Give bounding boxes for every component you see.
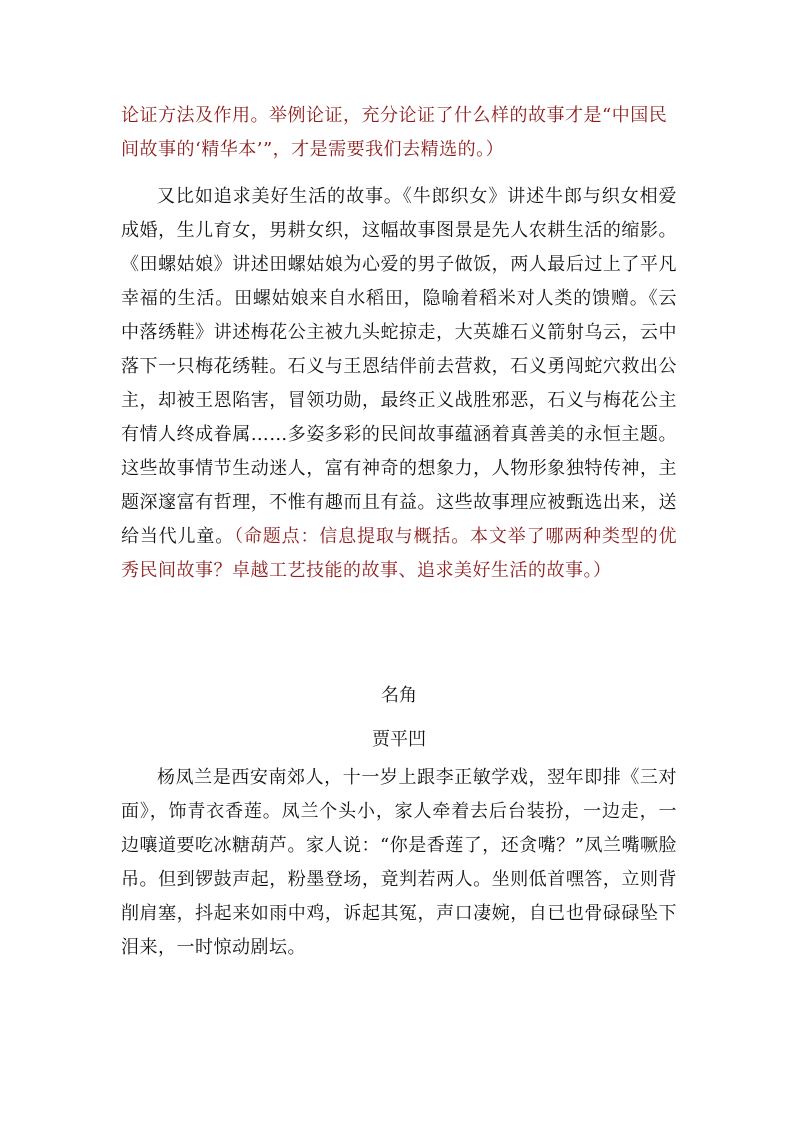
annotation-line: 间故事的‘精华本’”，才是需要我们去精选的。） [121,139,505,160]
body-paragraph [121,180,677,588]
article-title: 名角 [381,685,417,706]
article-paragraph: 杨凤兰是西安南郊人，十一岁上跟李正敏学戏，翌年即排《三对面》，饰青衣香莲。凤兰个头小，家人牵着去后台装扮，一边走，一边嚷道要吃冰糖葫芦。家人说：“你是香莲了，还贪嘴？”凤兰嘴噘脸吊。但到锣鼓声起，粉墨登场，竟判若两人。坐则低首嘿答，立则背削肩塞，抖起来如雨中鸡，诉起其冤，声口凄婉，自已也骨碌碌坠下泪来，一时惊动剧坛。 [121,767,677,958]
annotation-line: 论证方法及作用。举例论证，充分论证了什么样的故事才是“中国民 [121,105,668,126]
article-author: 贾平凹 [372,729,426,750]
annotation-continuation [121,99,677,167]
question-annotation: （命题点：信息提取与概括。本文举了哪两种类型的优秀民间故事？卓越工艺技能的故事、追求美好生活的故事。） [121,526,678,581]
paragraph-text: 又比如追求美好生活的故事。《牛郎织女》讲述牛郎与织女相爱成婚，生儿育女，男耕女织，这幅故事图景是先人农耕生活的缩影。《田螺姑娘》讲述田螺姑娘为心爱的男子做饭，两人最后过上了平凡幸福的生活。田螺姑娘来自水稻田，隐喻着稻米对人类的馈赠。《云中落绣鞋》讲述梅花公主被九头蛇掠走，大英雄石义箭射乌云，云中落下一只梅花绣鞋。石义与王恩结伴前去营救，石义勇闯蛇穴救出公主，却被王恩陷害，冒领功勋，最终正义战胜邪恶，石义与梅花公主有情人终成眷属……多姿多彩的民间故事蕴涵着真善美的永恒主题。这些故事情节生动迷人，富有神奇的想象力，人物形象独特传神，主题深邃富有哲理，不惟有趣而且有益。这些故事理应被甄选出来，送给当代儿童。 [121,186,677,547]
